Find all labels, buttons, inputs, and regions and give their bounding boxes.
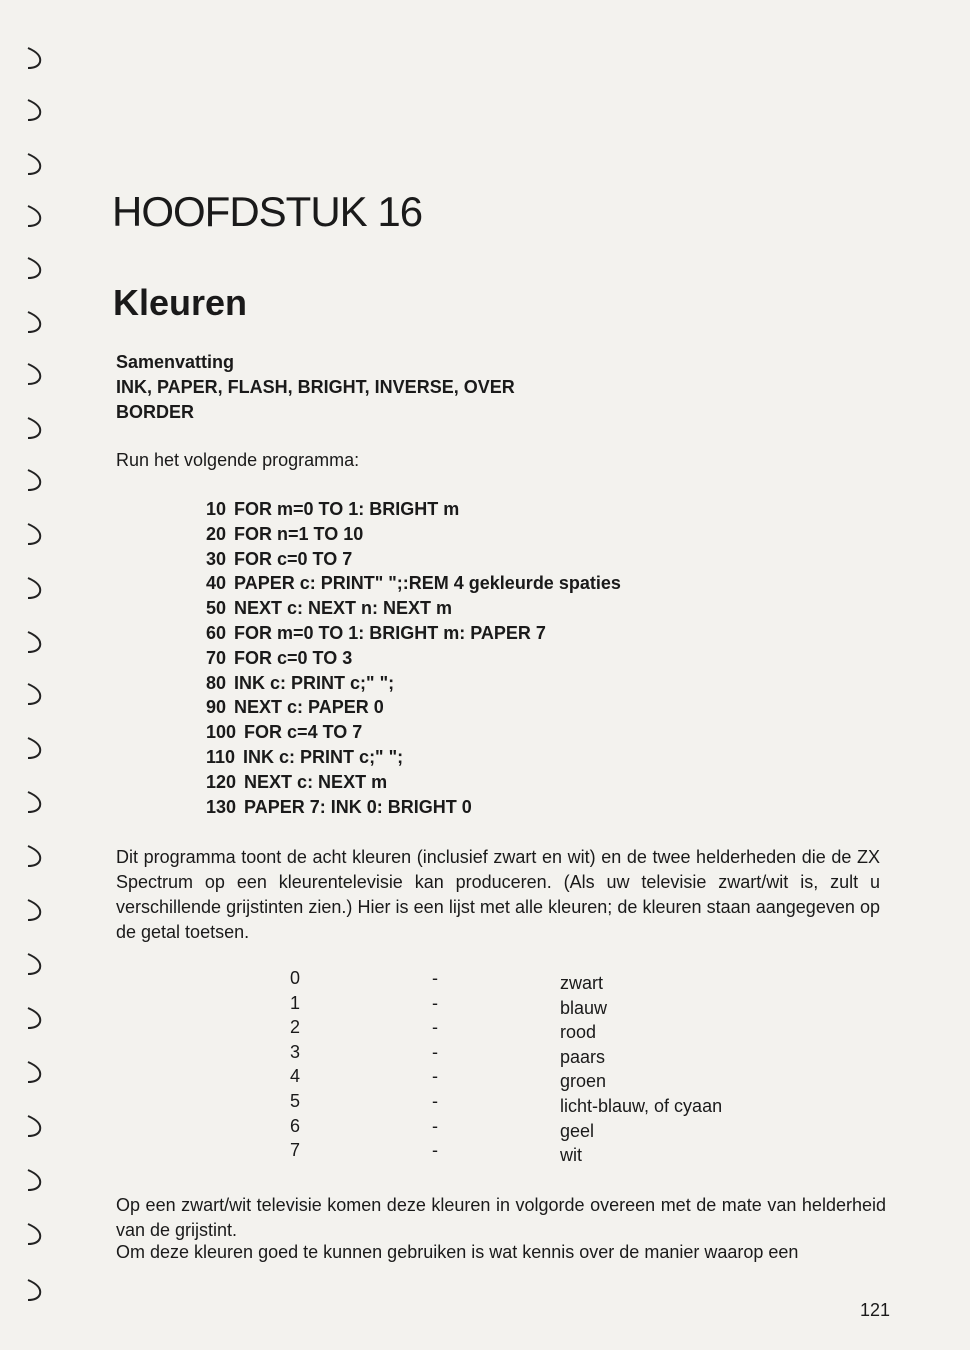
summary-heading: Samenvatting xyxy=(116,352,235,372)
list-item xyxy=(290,1089,810,1114)
line-number: 70 xyxy=(206,647,227,668)
line-code: FOR n=1 TO 10 xyxy=(234,523,364,544)
separator: - xyxy=(432,1090,438,1111)
program-line xyxy=(206,770,621,795)
program-line xyxy=(206,621,621,646)
line-number: 100 xyxy=(206,722,237,743)
program-line xyxy=(206,646,621,671)
color-number: 5 xyxy=(290,1090,301,1111)
list-item xyxy=(290,1114,810,1139)
program-line xyxy=(206,745,621,770)
line-code: PAPER 7: INK 0: BRIGHT 0 xyxy=(244,796,472,817)
program-line xyxy=(206,671,621,696)
color-name: paars xyxy=(560,1046,606,1067)
chapter-heading: HOOFDSTUK 16 xyxy=(112,188,423,235)
separator: - xyxy=(432,992,438,1013)
list-item xyxy=(290,966,810,991)
color-name: licht-blauw, of cyaan xyxy=(560,1095,723,1116)
color-name: blauw xyxy=(560,997,608,1018)
summary-keywords: INK, PAPER, FLASH, BRIGHT, INVERSE, OVER xyxy=(116,377,515,397)
color-number: 7 xyxy=(290,1140,301,1161)
line-code: PAPER c: PRINT" ";:REM 4 gekleurde spaties xyxy=(234,573,621,594)
line-number: 10 xyxy=(206,499,227,519)
line-code: FOR m=0 TO 1: BRIGHT m xyxy=(234,499,460,519)
line-number: 120 xyxy=(206,771,237,792)
program-line xyxy=(206,522,621,547)
color-name: groen xyxy=(560,1071,607,1092)
line-code: NEXT c: NEXT m xyxy=(244,771,388,792)
line-number: 50 xyxy=(206,598,227,619)
list-item xyxy=(290,1138,810,1166)
line-code: FOR c=4 TO 7 xyxy=(244,722,363,743)
line-code: FOR m=0 TO 1: BRIGHT m: PAPER 7 xyxy=(234,622,546,643)
line-number: 20 xyxy=(206,523,227,544)
line-number: 80 xyxy=(206,672,227,693)
program-line xyxy=(206,596,621,621)
separator: - xyxy=(432,1066,438,1087)
line-code: INK c: PRINT c;" "; xyxy=(234,672,395,693)
color-number: 6 xyxy=(290,1115,301,1136)
color-number: 2 xyxy=(290,1017,301,1038)
body-paragraph: Om deze kleuren goed te kunnen gebruiken is wat kennis over de manier waarop een xyxy=(116,1242,799,1262)
line-number: 90 xyxy=(206,697,227,718)
intro-text: Run het volgende programma: xyxy=(116,450,360,470)
program-line xyxy=(206,547,621,572)
program-line xyxy=(206,497,621,522)
separator: - xyxy=(432,1041,438,1062)
program-line xyxy=(206,720,621,745)
page-number: 121 xyxy=(860,1300,891,1320)
program-line xyxy=(206,571,621,596)
line-code: NEXT c: PAPER 0 xyxy=(234,697,384,718)
line-number: 60 xyxy=(206,622,227,643)
body-paragraph: Op een zwart/wit televisie komen deze kleuren in volgorde overeen met de mate van helderheid van de grijstint. xyxy=(116,1195,886,1240)
separator: - xyxy=(432,1140,438,1161)
line-code: FOR c=0 TO 3 xyxy=(234,647,353,668)
summary-block xyxy=(116,350,515,425)
page-title: Kleuren xyxy=(113,282,248,323)
body-paragraph: Dit programma toont de acht kleuren (inclusief zwart en wit) en de twee helderheden die de ZX Spectrum op een kleurentelevisie kan produceren. (Als uw televisie zwart/wit is, zult u verschillende grijstinten zien.) Hier is een lijst met alle kleuren; de kleuren staan aangegeven op de getal toetsen. xyxy=(116,847,880,942)
program-line xyxy=(206,695,621,720)
separator: - xyxy=(432,1017,438,1038)
line-number: 110 xyxy=(206,746,236,767)
line-code: FOR c=0 TO 7 xyxy=(234,548,353,569)
color-name: wit xyxy=(560,1145,582,1166)
list-item xyxy=(290,1040,810,1065)
separator: - xyxy=(432,968,438,988)
line-number: 40 xyxy=(206,573,227,594)
color-number: 1 xyxy=(290,992,301,1013)
line-number: 130 xyxy=(206,796,237,817)
line-code: NEXT c: NEXT n: NEXT m xyxy=(234,598,453,619)
separator: - xyxy=(432,1115,438,1136)
line-code: INK c: PRINT c;" "; xyxy=(243,746,404,767)
list-item xyxy=(290,1064,810,1092)
summary-keywords: BORDER xyxy=(116,402,195,422)
program-line xyxy=(206,795,621,820)
color-list xyxy=(290,966,810,1166)
list-item xyxy=(290,1015,810,1043)
color-name: rood xyxy=(560,1022,597,1043)
list-item xyxy=(290,991,810,1016)
program-listing xyxy=(206,497,621,819)
color-number: 0 xyxy=(290,968,301,988)
color-name: geel xyxy=(560,1120,595,1141)
color-number: 4 xyxy=(290,1066,301,1087)
color-number: 3 xyxy=(290,1041,301,1062)
line-number: 30 xyxy=(206,548,227,569)
color-name: zwart xyxy=(560,973,604,993)
